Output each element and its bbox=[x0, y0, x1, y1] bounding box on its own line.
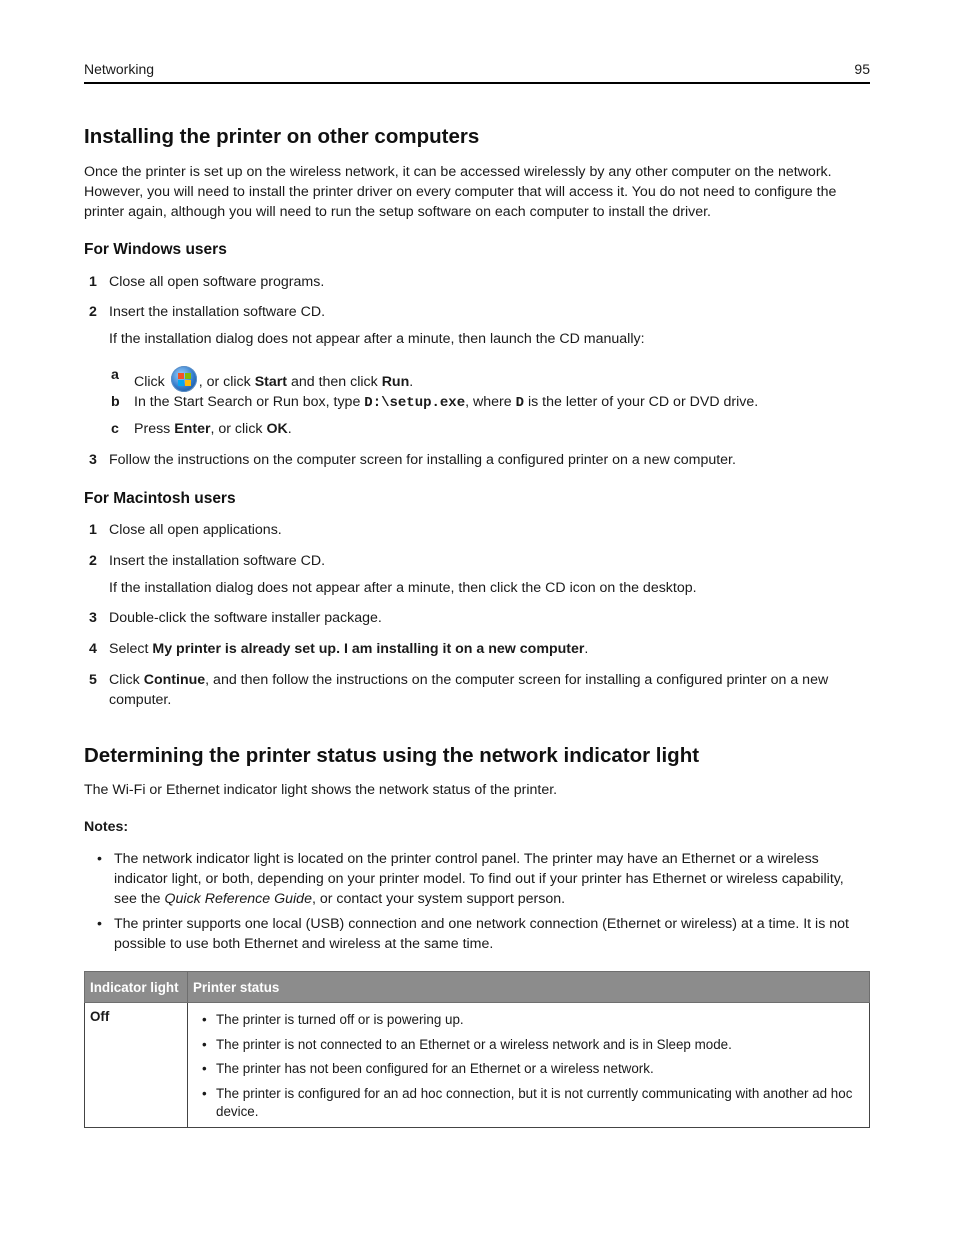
notes-label: Notes: bbox=[84, 819, 129, 835]
status-text: The printer is configured for an ad hoc connection, but it is not currently communicating with another ad hoc device. bbox=[216, 1085, 853, 1119]
subheading-windows: For Windows users bbox=[84, 241, 227, 258]
drive-letter: D bbox=[515, 395, 525, 411]
note-text bbox=[114, 850, 870, 909]
text-run: Run bbox=[381, 374, 410, 390]
text-click: Click bbox=[134, 374, 165, 390]
list-item bbox=[193, 1085, 864, 1121]
substep-text bbox=[134, 366, 870, 393]
section-title-status: Determining the printer status using the network indicator light bbox=[84, 744, 700, 767]
step-text: Close all open software programs. bbox=[109, 274, 325, 290]
list-item bbox=[193, 1011, 864, 1029]
text-press: Press bbox=[134, 421, 171, 437]
table-header-row bbox=[85, 972, 870, 1003]
text-start: Start bbox=[254, 374, 288, 390]
status-text: The printer is turned off or is powering up. bbox=[216, 1012, 464, 1027]
text-period: . bbox=[287, 421, 292, 437]
column-header-indicator-light: Indicator light bbox=[85, 972, 188, 1003]
header-section-name: Networking bbox=[84, 61, 155, 77]
text-follow-instructions: , and then follow the instructions on the computer screen for installing a configured printer on a new computer. bbox=[109, 672, 829, 708]
bullet: • bbox=[97, 916, 102, 932]
step-text bbox=[109, 671, 870, 711]
note-text-end: , or contact your system support person. bbox=[311, 890, 566, 907]
status-text: The printer is not connected to an Ethernet or a wireless network and is in Sleep mode. bbox=[216, 1036, 732, 1052]
step-text: Insert the installation software CD. bbox=[109, 304, 326, 320]
note-text: The printer supports one local (USB) connection and one network connection (Ethernet or wireless) at a time. It is not possible to use both Ethernet and wireless at the same time. bbox=[114, 916, 849, 952]
step-text: Insert the installation software CD. bbox=[109, 553, 326, 569]
indicator-status-table bbox=[84, 971, 870, 1128]
windows-start-icon bbox=[171, 366, 197, 392]
setup-command: D:\setup.exe bbox=[364, 395, 466, 411]
option-already-set-up: My printer is already set up. I am installing it on a new computer bbox=[152, 641, 585, 657]
step-number: 2 bbox=[89, 553, 97, 569]
step-number: 4 bbox=[89, 641, 97, 657]
substep-letter: a bbox=[111, 367, 119, 383]
bullet: • bbox=[202, 1036, 207, 1052]
text-ok: OK bbox=[266, 421, 288, 437]
text-drive-description: is the letter of your CD or DVD drive. bbox=[527, 394, 759, 410]
substep-text bbox=[134, 420, 870, 440]
step-number: 3 bbox=[89, 452, 97, 468]
substep-text bbox=[134, 393, 870, 414]
column-header-printer-status: Printer status bbox=[188, 972, 870, 1003]
bullet: • bbox=[202, 1012, 207, 1027]
text-continue: Continue bbox=[143, 672, 206, 688]
step-text bbox=[109, 640, 870, 660]
text-type-instruction: In the Start Search or Run box, type bbox=[134, 394, 361, 410]
substep-letter: b bbox=[111, 394, 120, 410]
substep-letter: c bbox=[111, 421, 119, 437]
step-note-text: If the installation dialog does not appear after a minute, then click the CD icon on the desktop. bbox=[109, 580, 697, 596]
step-number: 1 bbox=[89, 522, 97, 538]
bullet: • bbox=[97, 851, 102, 867]
section-intro-installing: Once the printer is set up on the wireless network, it can be accessed wirelessly by any other computer on the network. However, you will need to install the printer driver on every computer that will access it. You do not need to configure the printer again, although you will need to run the setup software on each computer to install the driver. bbox=[84, 164, 837, 220]
step-text: Follow the instructions on the computer screen for installing a configured printer on a new computer. bbox=[109, 452, 736, 468]
header-page-number: 95 bbox=[854, 61, 870, 77]
text-enter: Enter bbox=[174, 421, 211, 437]
page-header bbox=[84, 60, 870, 84]
text-then-click: and then click bbox=[290, 374, 378, 390]
step-number: 2 bbox=[89, 304, 97, 320]
text-where: , where bbox=[465, 394, 512, 410]
status-text: The printer has not been configured for an Ethernet or a wireless network. bbox=[216, 1061, 654, 1076]
printer-status-cell bbox=[188, 1003, 870, 1128]
note-text-start: The network indicator light is located on the printer control panel. The printer may have an Ethernet or a wireless indicator light, or both, depending on your printer model. To find out if your printer has Ethernet or wireless capability, see the bbox=[114, 851, 844, 907]
text-or-click: , or click bbox=[198, 374, 251, 390]
indicator-light-cell: Off bbox=[85, 1003, 188, 1128]
status-list bbox=[193, 1011, 864, 1121]
text-select: Select bbox=[109, 641, 149, 657]
step-number: 3 bbox=[89, 610, 97, 626]
text-period: . bbox=[409, 374, 414, 390]
subheading-macintosh: For Macintosh users bbox=[84, 490, 236, 507]
step-text: Close all open applications. bbox=[109, 522, 282, 538]
text-click: Click bbox=[109, 672, 140, 688]
table-row bbox=[85, 1003, 870, 1128]
bullet: • bbox=[202, 1085, 207, 1101]
section-intro-status: The Wi-Fi or Ethernet indicator light shows the network status of the printer. bbox=[84, 782, 558, 798]
step-number: 5 bbox=[89, 672, 97, 688]
text-period: . bbox=[584, 641, 589, 657]
bullet: • bbox=[202, 1061, 207, 1076]
step-note-text: If the installation dialog does not appear after a minute, then launch the CD manually: bbox=[109, 331, 645, 347]
step-number: 1 bbox=[89, 274, 97, 290]
list-item bbox=[193, 1036, 864, 1054]
quick-reference-guide-title: Quick Reference Guide bbox=[164, 890, 312, 907]
text-or-click: , or click bbox=[210, 421, 263, 437]
list-item bbox=[193, 1060, 864, 1078]
step-text: Double-click the software installer package. bbox=[109, 610, 382, 626]
section-title-installing: Installing the printer on other computers bbox=[84, 125, 480, 148]
